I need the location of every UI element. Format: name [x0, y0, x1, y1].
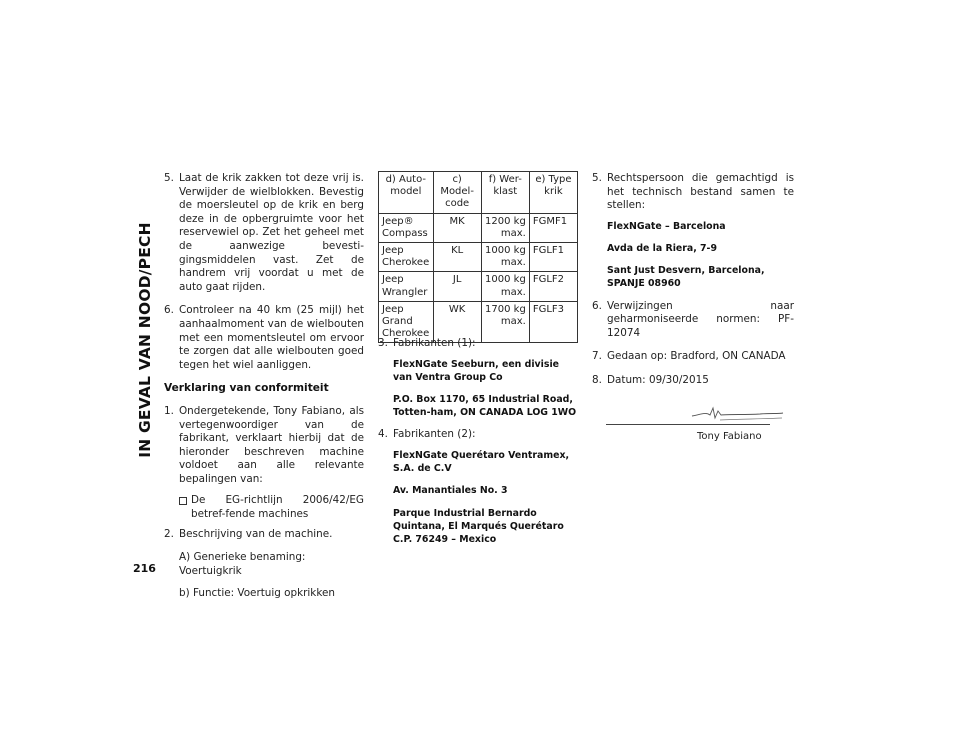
function-description: b) Functie: Voertuig opkrikken	[179, 587, 335, 600]
declaration-1: 1. Ondergetekende, Tony Fabiano, als vertegenwoordiger van de fabrikant, verklaart hierbij dat de hieronder beschreven machine voldoet aan alle relevante bepalingen van: De EG-richtlijn 2006/42/EG betref-fende machines	[164, 404, 364, 521]
legal-entity-city: Sant Just Desvern, Barcelona, SPANJE 08960	[607, 265, 765, 290]
step-6: 6. Controleer na 40 km (25 mijl) het aanhaalmoment van de wielbouten met een momentsleutel om ervoor te zorgen dat alle wielbouten goed tegen het wiel aanliggen.	[164, 304, 364, 371]
table-header-cell: d) Auto-model	[379, 172, 434, 214]
table-header-cell: e) Type krik	[529, 172, 577, 214]
declaration-1-text: Ondergetekende, Tony Fabiano, als vertegenwoordiger van de fabrikant, verklaart hierbij dat de hieronder beschreven machine voldoet aan alle relevante bepalingen van:	[179, 404, 364, 485]
manufacturer-2-name: FlexNGate Querétaro Ventramex, S.A. de C.V	[393, 450, 570, 475]
checkbox-bullet-icon	[179, 497, 187, 505]
table-cell: Jeep Cherokee	[379, 243, 434, 272]
table-header-cell: f) Wer-klast	[481, 172, 529, 214]
generic-name: A) Generieke benaming: Voertuigkrik	[179, 551, 306, 577]
table-cell: Jeep Grand Cherokee	[379, 301, 434, 343]
table-cell: KL	[433, 243, 481, 272]
table-cell: FGMF1	[529, 213, 577, 242]
table-cell: Jeep® Compass	[379, 213, 434, 242]
table-cell: FGLF1	[529, 243, 577, 272]
jack-spec-table	[378, 171, 578, 343]
manufacturer-1-name: FlexNGate Seeburn, een divisie van Ventra Group Co	[393, 358, 560, 383]
table-cell: 1700 kg max.	[481, 301, 529, 343]
table-cell: FGLF2	[529, 272, 577, 301]
table-cell: 1000 kg max.	[481, 243, 529, 272]
page-number: 216	[133, 562, 156, 575]
manufacturer-1-address: P.O. Box 1170, 65 Industrial Road, Totten-ham, ON CANADA LOG 1WO	[393, 394, 577, 419]
manufacturer-2-address: Parque Industrial Bernardo Quintana, El Marqués Querétaro C.P. 76249 – Mexico	[393, 507, 564, 546]
harmonized-standards: 6. Verwijzingen naar geharmoniseerde normen: PF-12074	[592, 299, 794, 339]
section-heading: Verklaring van conformiteit	[164, 382, 329, 395]
table-header-cell: c) Model-code	[433, 172, 481, 214]
legal-entity: 5. Rechtspersoon die gemachtigd is het technisch bestand samen te stellen:	[592, 172, 794, 212]
table-cell: 1000 kg max.	[481, 272, 529, 301]
manufacturer-2-street: Av. Manantiales No. 3	[393, 485, 508, 497]
column-right	[592, 172, 794, 398]
side-chapter-tab	[134, 160, 156, 520]
table-cell: WK	[433, 301, 481, 343]
declaration-2-text: Beschrijving van de machine.	[179, 527, 333, 540]
declaration-2: 2. Beschrijving van de machine.	[164, 527, 333, 540]
table-row	[379, 272, 578, 301]
table-cell: MK	[433, 213, 481, 242]
step-6-text: Controleer na 40 km (25 mijl) het aanhaalmoment van de wielbouten met een momentsleutel om ervoor te zorgen dat alle wielbouten goed tegen het wiel aanliggen.	[179, 304, 364, 371]
step-5-text: Laat de krik zakken tot deze vrij is. Verwijder de wielblokken. Bevestig de moersleutel op de krik en berg deze in de opbergruimte voor het reservewiel op. Zet het geheel met de aanwezige bevesti-gingsmiddelen vast. Zet de handrem vrij voordat u met de auto gaat rijden.	[179, 172, 364, 293]
step-5: 5. Laat de krik zakken tot deze vrij is. Verwijder de wielblokken. Bevestig de moersleutel op de krik en berg deze in de opbergruimte voor het reservewiel op. Zet het geheel met de aanwezige bevesti-gingsmiddelen vast. Zet de handrem vrij voordat u met de auto gaat rijden.	[164, 172, 364, 293]
directive-bullet: De EG-richtlijn 2006/42/EG betref-fende machines	[179, 494, 364, 521]
place-of-signing: 7. Gedaan op: Bradford, ON CANADA	[592, 350, 786, 363]
signature-line	[606, 424, 770, 425]
manufacturer-1: 3. Fabrikanten (1):	[378, 337, 476, 349]
legal-entity-street: Avda de la Riera, 7-9	[607, 242, 717, 254]
column-left	[164, 172, 364, 610]
table-cell: Jeep Wrangler	[379, 272, 434, 301]
signing-date: 8. Datum: 09/30/2015	[592, 373, 709, 386]
legal-entity-name: FlexNGate – Barcelona	[607, 220, 726, 232]
signature-name: Tony Fabiano	[697, 431, 762, 442]
table-row	[379, 243, 578, 272]
table-header-row	[379, 172, 578, 214]
table-cell: FGLF3	[529, 301, 577, 343]
signature-scribble-icon	[690, 402, 785, 424]
table-cell: JL	[433, 272, 481, 301]
manufacturer-2: 4. Fabrikanten (2):	[378, 428, 476, 441]
side-chapter-title: IN GEVAL VAN NOOD/PECH	[136, 222, 154, 458]
table-cell: 1200 kg max.	[481, 213, 529, 242]
table-row	[379, 213, 578, 242]
column-middle	[378, 337, 578, 555]
